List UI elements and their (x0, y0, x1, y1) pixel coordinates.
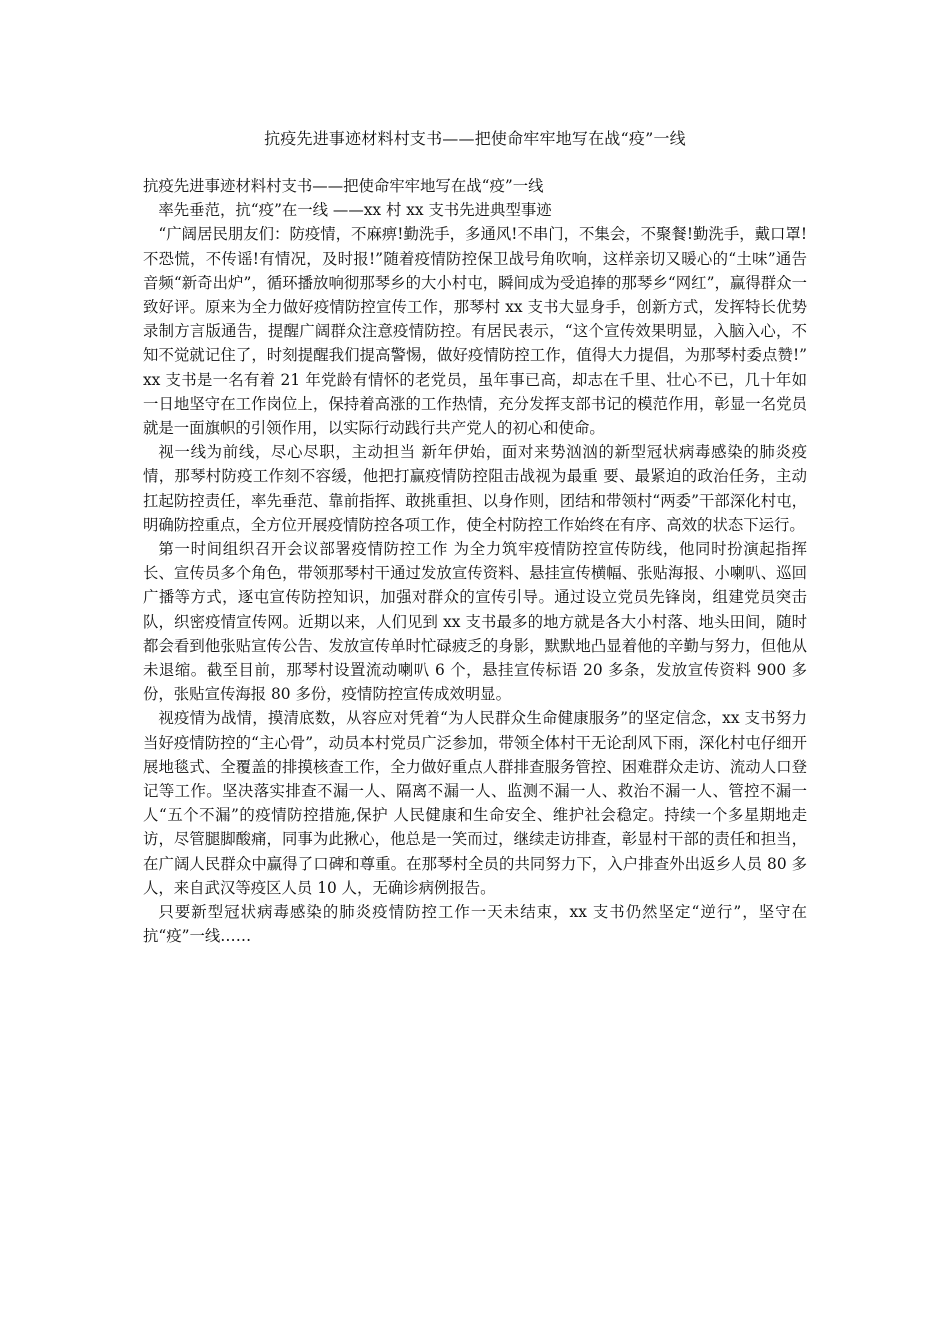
document-title: 抗疫先进事迹材料村支书——把使命牢牢地写在战“疫”一线 (264, 129, 686, 148)
document-body (143, 174, 807, 949)
paragraph-1: “广阔居民朋友们：防疫情，不麻痹!勤洗手，多通风!不串门，不集会，不聚餐!勤洗手，戴口罩!不恐慌，不传谣!有情况，及时报!”随着疫情防控保卫战号角吹响，这样亲切又暖心的“土味”通告音频“新奇出炉”，循环播放响彻那琴乡的大小村屯，瞬间成为受追捧的那琴乡“网红”，赢得群众一致好评。原来为全力做好疫情防控宣传工作，那琴村 xx 支书大显身手，创新方式，发挥特长优势录制方言版通告，提醒广阔群众注意疫情防控。有居民表示，“这个宣传效果明显，入脑入心，不知不觉就记住了，时刻提醒我们提高警惕，做好疫情防控工作，值得大力提倡，为那琴村委点赞!” xx 支书是一名有着 21 年党龄有情怀的老党员，虽年事已高，却志在千里、壮心不已，几十年如一日地坚守在工作岗位上，保持着高涨的工作热情，充分发挥支部书记的模范作用，彰显一名党员就是一面旗帜的引领作用，以实际行动践行共产党人的初心和使命。 (143, 225, 807, 438)
paragraph-3: 第一时间组织召开会议部署疫情防控工作 为全力筑牢疫情防控宣传防线，他同时扮演起指挥长、宣传员多个角色，带领那琴村干通过发放宣传资料、悬挂宣传横幅、张贴海报、小喇叭、巡回广播等方式，逐屯宣传防控知识，加强对群众的宣传引导。通过设立党员先锋岗，组建党员突击队，织密疫情宣传网。近期以来，人们见到 xx 支书最多的地方就是各大小村落、地头田间，随时都会看到他张贴宣传公告、发放宣传单时忙碌疲乏的身影，默默地凸显着他的辛勤与努力，但他从未退缩。截至目前，那琴村设置流动喇叭 6 个，悬挂宣传标语 20 多条，发放宣传资料 900 多份，张贴宣传海报 80 多份，疫情防控宣传成效明显。 (143, 540, 807, 704)
paragraph-2: 视一线为前线，尽心尽职，主动担当 新年伊始，面对来势汹汹的新型冠状病毒感染的肺炎疫情，那琴村防疫工作刻不容缓，他把打赢疫情防控阻击战视为最重 要、最紧迫的政治任务，主动扛起防控责任，率先垂范、靠前指挥、敢挑重担、以身作则，团结和带领村“两委”干部深化村屯，明确防控重点，全方位开展疫情防控各项工作，使全村防控工作始终在有序、高效的状态下运行。 (143, 443, 807, 534)
body-heading: 抗疫先进事迹材料村支书——把使命牢牢地写在战“疫”一线 (143, 177, 544, 195)
paragraph-4: 视疫情为战情，摸清底数，从容应对凭着“为人民群众生命健康服务”的坚定信念，xx 支书努力当好疫情防控的“主心骨”，动员本村党员广泛参加，带领全体村干无论刮风下雨，深化村屯仔细开展地毯式、全覆盖的排摸核查工作，全力做好重点人群排查服务管控、困难群众走访、流动人口登记等工作。坚决落实排查不漏一人、隔离不漏一人、监测不漏一人、救治不漏一人、管控不漏一人“五个不漏”的疫情防控措施,保护 人民健康和生命安全、维护社会稳定。持续一个多星期地走访，尽管腿脚酸痛，同事为此揪心，他总是一笑而过，继续走访排查，彰显村干部的责任和担当，在广阔人民群众中赢得了口碑和尊重。在那琴村全员的共同努力下，入户排查外出返乡人员 80 多人，来自武汉等疫区人员 10 人，无确诊病例报告。 (143, 709, 807, 897)
body-subheading: 率先垂范，抗“疫”在一线 ——xx 村 xx 支书先进典型事迹 (158, 201, 552, 220)
paragraph-5: 只要新型冠状病毒感染的肺炎疫情防控工作一天未结束，xx 支书仍然坚定“逆行”，坚守在抗“疫”一线…… (143, 903, 807, 946)
